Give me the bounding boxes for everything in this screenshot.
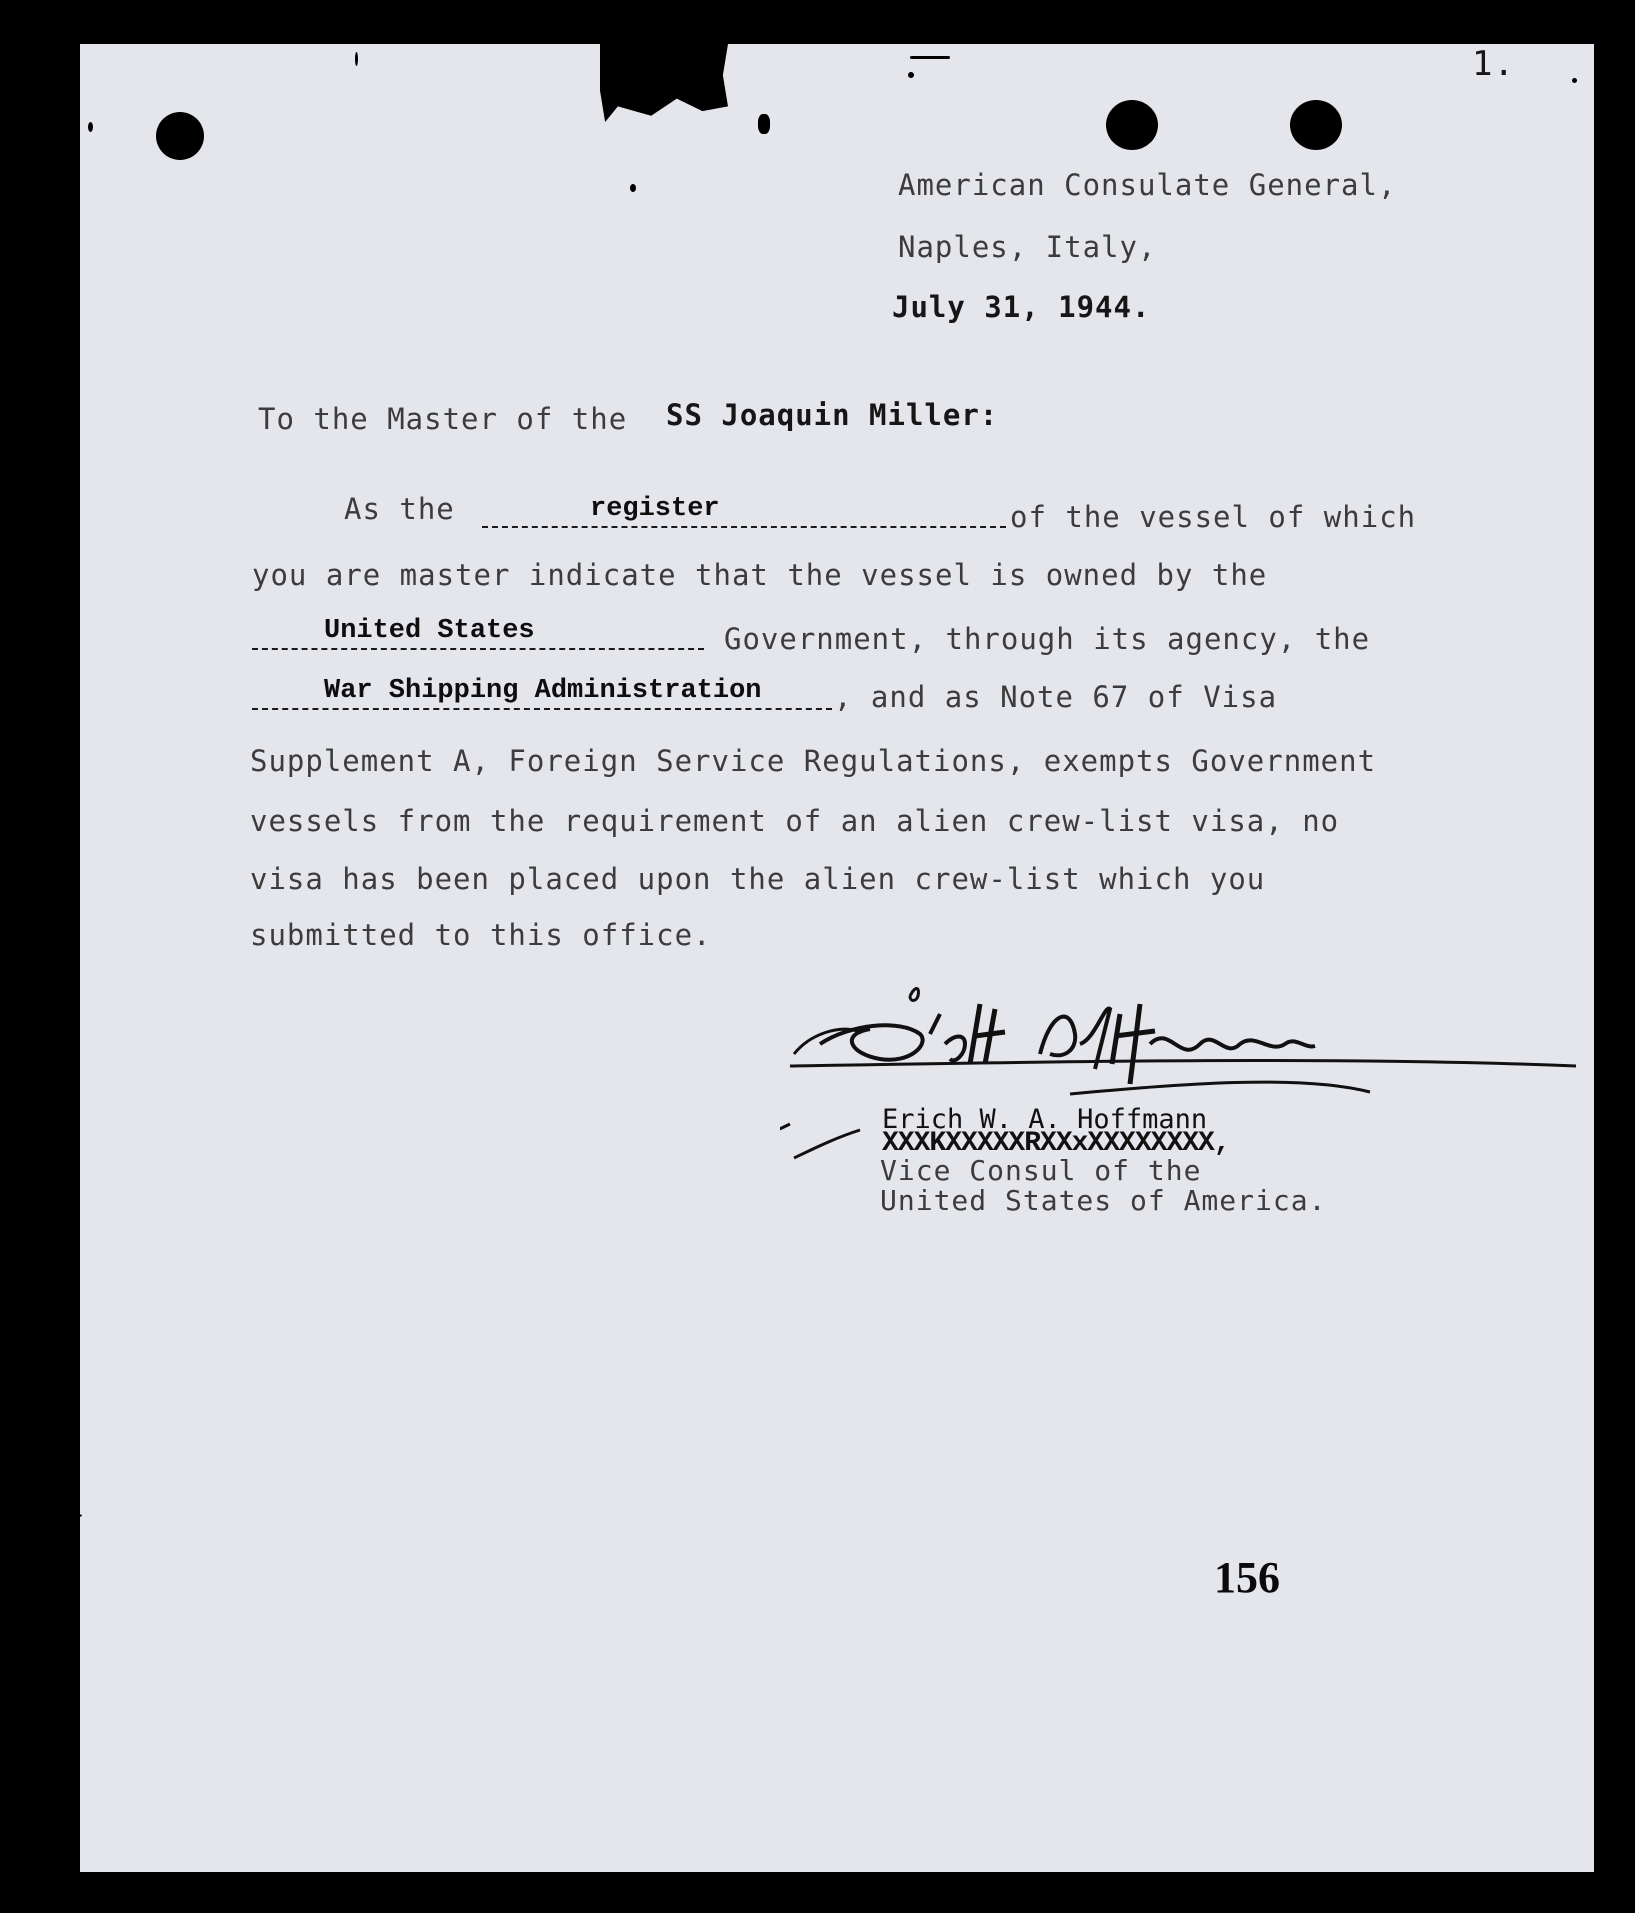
- owner-value: United States: [324, 616, 535, 646]
- document-page: [80, 44, 1594, 1872]
- agency-blank: [252, 708, 832, 710]
- ink-speck: [74, 1514, 82, 1517]
- body-line-5: Supplement A, Foreign Service Regulations, exempts Government: [250, 744, 1377, 778]
- consulate-name: American Consulate General,: [898, 168, 1397, 202]
- signature-stroke: [790, 1124, 870, 1164]
- torn-edge-mark: [600, 44, 728, 122]
- document-type-blank: [482, 526, 1006, 528]
- ink-speck: [88, 122, 93, 132]
- body-line-3-end: Government, through its agency, the: [724, 622, 1371, 656]
- punch-hole-center: [1106, 100, 1158, 150]
- letter-date: July 31, 1944.: [892, 290, 1151, 324]
- body-line-8: submitted to this office.: [250, 918, 712, 952]
- owner-blank: [252, 648, 704, 650]
- ink-speck: [1572, 78, 1577, 83]
- agency-value: War Shipping Administration: [324, 676, 762, 706]
- body-line-4-end: , and as Note 67 of Visa: [834, 680, 1278, 714]
- signer-title-line-1: Vice Consul of the: [880, 1154, 1202, 1187]
- body-line-1-end: of the vessel of which: [1010, 500, 1417, 534]
- ink-speck: [910, 56, 950, 59]
- signer-title-line-2: United States of America.: [880, 1184, 1327, 1217]
- page-number: 156: [1214, 1553, 1280, 1602]
- punch-hole-right: [1290, 100, 1342, 150]
- struck-out-line: XXXKXXXXXRXXxXXXXXXXX,: [882, 1128, 1230, 1159]
- city-line: Naples, Italy,: [898, 230, 1157, 264]
- ink-speck: [630, 184, 636, 192]
- salutation-prefix: To the Master of the: [258, 402, 628, 436]
- ink-speck: [908, 72, 914, 78]
- ink-speck: [758, 114, 770, 134]
- body-line-6: vessels from the requirement of an alien crew-list visa, no: [250, 804, 1340, 838]
- signer-name: Erich W. A. Hoffmann: [882, 1104, 1208, 1135]
- body-line-1-start: As the: [344, 492, 455, 526]
- corner-mark: 1.: [1472, 44, 1515, 84]
- body-line-7: visa has been placed upon the alien crew-list which you: [250, 862, 1266, 896]
- punch-hole-left: [156, 112, 204, 160]
- document-type-value: register: [590, 494, 720, 524]
- body-line-2: you are master indicate that the vessel is owned by the: [252, 558, 1268, 592]
- ink-speck: [355, 52, 358, 66]
- vessel-name: SS Joaquin Miller:: [666, 398, 999, 432]
